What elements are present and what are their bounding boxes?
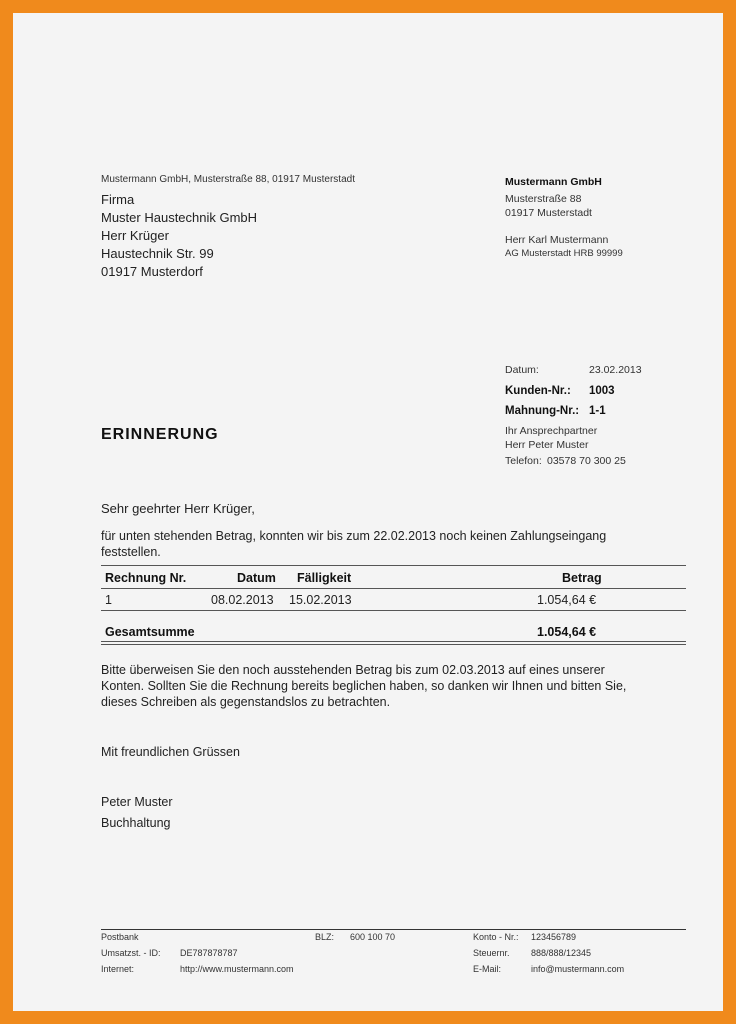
dunning-label: Mahnung-Nr.:: [505, 405, 580, 417]
closing: Mit freundlichen Grüssen: [101, 745, 240, 759]
footer-vat-label: Umsatzst. - ID:: [101, 948, 161, 958]
company-name: Mustermann GmbH: [505, 176, 602, 188]
cell-date: 08.02.2013: [211, 593, 274, 607]
total-rule-1: [101, 641, 686, 642]
footer-mail-label: E-Mail:: [473, 964, 502, 974]
cell-due: 15.02.2013: [289, 593, 352, 607]
col-header-invoice: Rechnung Nr.: [105, 571, 187, 585]
footer-konto-value: 123456789: [531, 932, 577, 942]
company-city: 01917 Musterstadt: [505, 207, 592, 219]
signature-name: Peter Muster: [101, 795, 173, 809]
footer-bank: Postbank: [101, 932, 139, 942]
date-label: Datum:: [505, 364, 539, 376]
intro-line: für unten stehenden Betrag, konnten wir bis zum 22.02.2013 noch keinen Zahlungseingang: [101, 529, 607, 543]
table-top-rule: [101, 565, 686, 566]
body-line: dieses Schreiben als gegenstandslos zu betrachten.: [101, 695, 391, 709]
sender-line: Mustermann GmbH, Musterstraße 88, 01917 Musterstadt: [101, 174, 355, 185]
phone-label: Telefon:: [505, 455, 542, 467]
recipient-line: Muster Haustechnik GmbH: [101, 210, 258, 225]
customer-value: 1003: [589, 385, 615, 397]
letter-title: ERINNERUNG: [101, 426, 219, 443]
footer-tax-label: Steuernr.: [473, 948, 510, 958]
footer-vat-value: DE787878787: [180, 948, 238, 958]
intro-line: feststellen.: [101, 545, 161, 559]
signature-block: [101, 792, 173, 834]
letter-page: [13, 13, 723, 1011]
recipient-line: Haustechnik Str. 99: [101, 246, 214, 261]
recipient-line: Herr Krüger: [101, 228, 169, 243]
customer-label: Kunden-Nr.:: [505, 385, 571, 397]
body-line: Konten. Sollten Sie die Rechnung bereits beglichen haben, so danken wir Ihnen und bitten Sie,: [101, 679, 627, 693]
total-label: Gesamtsumme: [105, 625, 195, 639]
col-header-due: Fälligkeit: [297, 571, 352, 585]
col-header-date: Datum: [237, 571, 276, 585]
signature-role: Buchhaltung: [101, 816, 171, 830]
dunning-value: 1-1: [589, 405, 606, 417]
footer-mail-value[interactable]: info@mustermann.com: [531, 964, 625, 974]
contact-label: Ihr Ansprechpartner: [505, 425, 598, 437]
cell-amount: 1.054,64 €: [537, 593, 597, 607]
recipient-line: 01917 Musterdorf: [101, 264, 203, 279]
footer-blz-value: 600 100 70: [350, 932, 396, 942]
company-block: [505, 175, 623, 261]
cell-invoice: 1: [105, 593, 112, 607]
intro-text: [101, 528, 606, 560]
company-street: Musterstraße 88: [505, 193, 582, 205]
contact-name: Herr Peter Muster: [505, 439, 589, 451]
footer-blz-label: BLZ:: [315, 932, 335, 942]
table-row-rule: [101, 610, 686, 611]
table-header-rule: [101, 588, 686, 589]
footer-web-label: Internet:: [101, 964, 135, 974]
company-register: AG Musterstadt HRB 99999: [505, 248, 623, 259]
body-line: Bitte überweisen Sie den noch ausstehenden Betrag bis zum 02.03.2013 auf eines unserer: [101, 663, 605, 677]
recipient-line: Firma: [101, 192, 135, 207]
total-value: 1.054,64 €: [537, 625, 597, 639]
company-owner: Herr Karl Mustermann: [505, 234, 609, 246]
salutation: Sehr geehrter Herr Krüger,: [101, 501, 255, 516]
footer-tax-value: 888/888/12345: [531, 948, 592, 958]
date-value: 23.02.2013: [589, 364, 642, 376]
footer-rule: [101, 929, 686, 930]
phone-value: 03578 70 300 25: [547, 455, 626, 467]
footer-konto-label: Konto - Nr.:: [473, 932, 519, 942]
col-header-amount: Betrag: [562, 571, 602, 585]
body-text: [101, 662, 626, 710]
footer-web-value[interactable]: http://www.mustermann.com: [180, 964, 294, 974]
recipient-address: [101, 191, 257, 281]
total-rule-2: [101, 644, 686, 645]
